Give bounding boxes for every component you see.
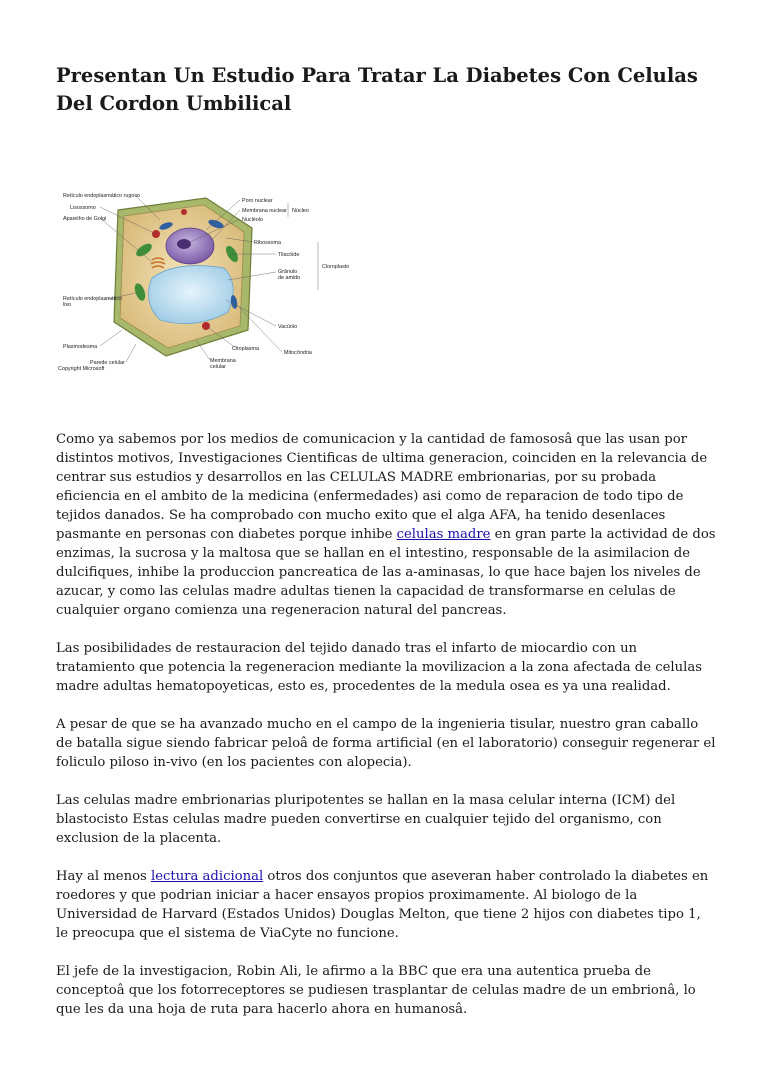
paragraph-6: El jefe de la investigacion, Robin Ali, le afirmo a la BBC que era una autentica prueba de conceptoâ que los fotorreceptores se pudiesen trasplantar de celulas madre de un embrionâ, lo que les da una hoja de ruta para hacerlo ahora en humanosâ. [56,964,696,1017]
label-nucleolo: Nucléolo [242,217,263,223]
label-ribossoma: Ribossoma [254,240,281,246]
paragraph-1 [56,430,716,620]
paragraph-5 [56,867,716,943]
vacuole [148,266,233,324]
paragraph-2: Las posibilidades de restauracion del tejido danado tras el infarto de miocardio con un tratamiento que potencia la regeneracion mediante la movilizacion a la zona afectada de celulas madre adultas hematopoyeticas, esto es, procedentes de la medula osea es ya una realidad. [56,641,702,694]
page-title: Presentan Un Estudio Para Tratar La Diabetes Con Celulas Del Cordon Umbilical [56,64,698,115]
label-vacuolo: Vacúolo [278,324,298,330]
celulas-madre-link[interactable]: celulas madre [396,527,491,542]
paragraph-3: A pesar de que se ha avanzado mucho en el campo de la ingenieria tisular, nuestro gran caballo de batalla sigue siendo fabricar peloâ de forma artificial (en el laboratorio) conseguir regenerar el foliculo piloso in-vivo (en los pacientes con alopecia). [56,717,716,770]
label-parede-celular: Parede celular [90,360,125,366]
label-tilacoide: Tilacóide [278,252,300,258]
plant-cell-illustration [56,180,356,380]
paragraph-1-text-a: Como ya sabemos por los medios de comunicacion y la cantidad de famososâ que las usan por distintos motivos, Investigaciones Cientificas de ultima generacion, coinciden en la relevancia de centrar sus estudios y desarrollos en las CELULAS MADRE embrionarias, por su probada eficiencia en el ambito de la medicina (enfermedades) asi como de reparacion de todo tipo de tejidos danados. Se ha comprobado con mucho exito que el alga AFA, ha tenido desenlaces pasmante en personas con diabetes porque inhibe [56,432,708,542]
label-membrana-nuclear: Membrana nuclear [242,208,287,214]
paragraph-5-text-b: otros dos conjuntos que aseveran haber controlado la diabetes en roedores y que podrian iniciar a hacer ensayos propios proximamente. Al biologo de la Universidad de Harvard (Estados Unidos) Douglas Melton, que tiene 2 hijos con diabetes tipo 1, le preocupa que el sistema de ViaCyte no funcione. [56,869,709,941]
label-cloroplasto: Cloroplasto [322,264,350,270]
label-reticulo-liso: Retículo endoplasmático [63,296,123,302]
label-golgi: Aparelho de Golgi [63,216,107,222]
label-mitocondria: Mitocôndria [284,350,312,356]
label-plasmodesma: Plasmodesma [63,344,98,350]
label-de-amido: de amido [278,275,301,281]
article-body [56,430,716,1038]
label-granulo: Grânulo [278,269,298,275]
paragraph-1-text-b: en gran parte la actividad de dos enzimas, la sucrosa y la maltosa que se hallan en el intestino, responsable de la asimilacion de dulcifiques, inhibe la produccion pancreatica de las a-aminasas, lo que hace bajen los niveles de azucar, y como las celulas madre adultas tienen la capacidad de transformarse en celulas de cualquier organo comienza una regeneracion natural del pancreas. [56,527,716,618]
label-poro-nuclear: Poro nuclear [242,198,273,204]
label-citoplasma: Citoplasma [232,346,259,352]
label-nucleo: Núcleo [292,208,309,214]
label-lisossomo: Lisossomo [70,205,96,211]
nucleolus [177,239,191,249]
plant-cell-diagram [56,180,356,380]
label-reticulo-rugoso: Retículo endoplasmático rugoso [63,193,141,199]
label-membrana-celular-2: celular [210,364,226,370]
paragraph-4: Las celulas madre embrionarias pluripotentes se hallan en la masa celular interna (ICM) del blastocisto Estas celulas madre pueden convertirse en cualquier tejido del organismo, con exclusion de la placenta. [56,793,676,846]
label-membrana-celular: Membrana [210,358,236,364]
label-liso: liso [63,302,72,308]
paragraph-5-text-a: Hay al menos [56,869,151,884]
label-copyright: Copyright Microsoft [58,366,105,372]
lectura-adicional-link[interactable]: lectura adicional [150,869,264,884]
